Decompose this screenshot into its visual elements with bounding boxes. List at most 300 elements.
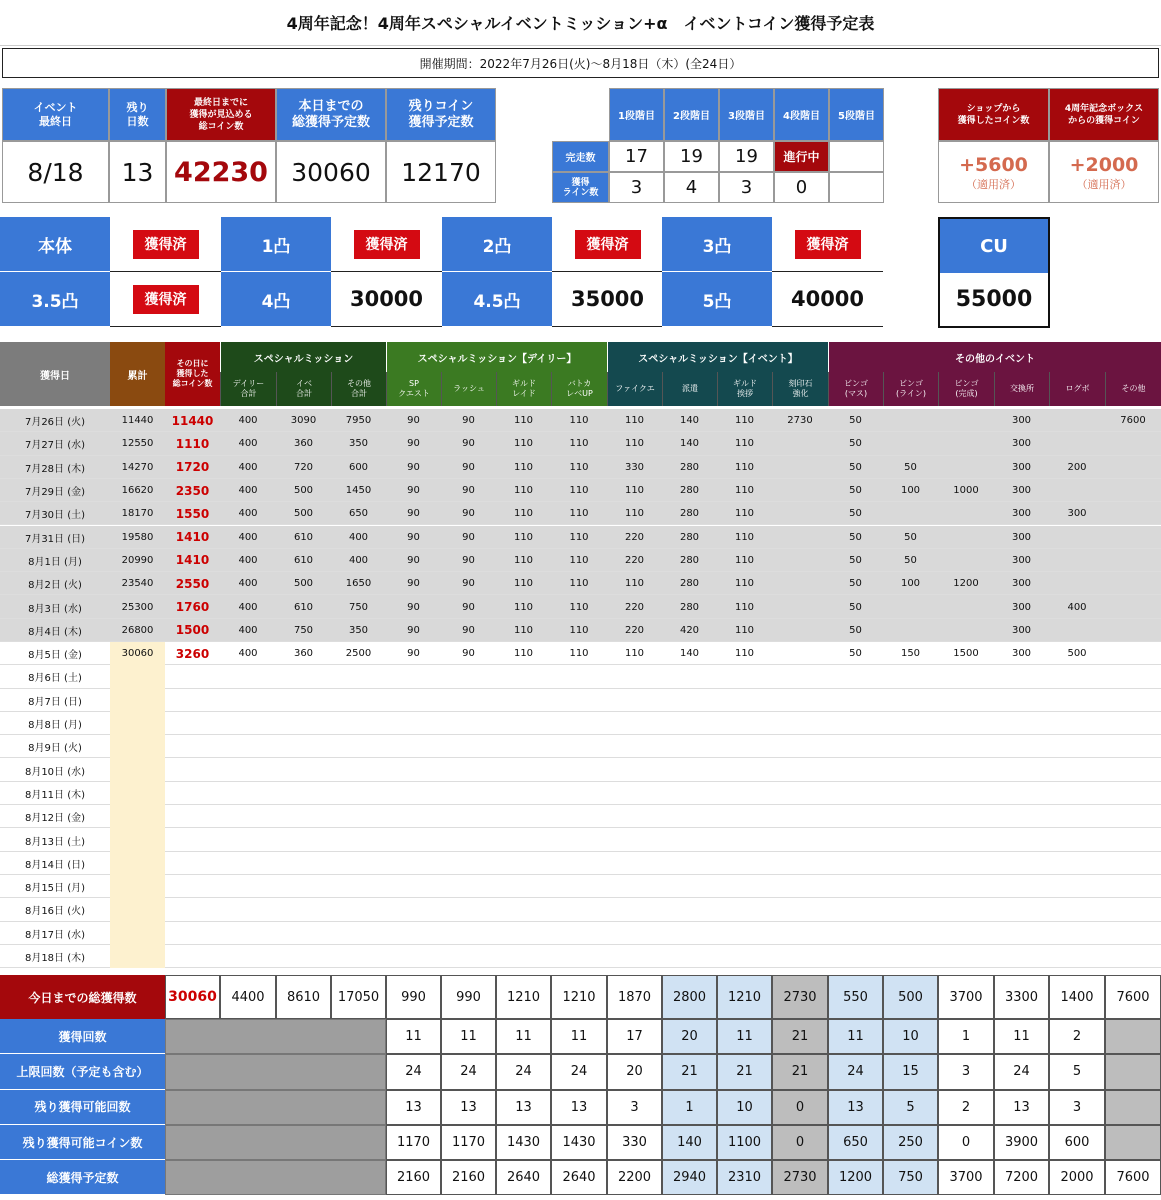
totals-today-9: 2800 [662, 975, 717, 1019]
totals-cell-1-11: 24 [994, 1054, 1049, 1089]
cell-14: 50 [849, 485, 862, 497]
event-end-label: イベント 最終日 [2, 88, 109, 141]
cell-9 [551, 875, 607, 898]
cell-18 [1049, 922, 1105, 945]
cell-18 [1049, 898, 1105, 921]
cell-3 [220, 922, 276, 945]
cell-10: 110 [624, 508, 645, 520]
upgrade-value-5: 30000 [349, 287, 424, 311]
cell-18 [1049, 828, 1105, 851]
totals-cell-3-9: 250 [883, 1125, 938, 1160]
cell-0: 8月1日 (月) [28, 556, 82, 568]
cell-12 [717, 782, 772, 805]
totals-cell-4-1: 2160 [441, 1160, 496, 1195]
totals-cell-3-11: 3900 [994, 1125, 1049, 1160]
cell-0: 7月30日 (土) [24, 510, 86, 522]
cell-15 [883, 409, 938, 432]
col-header-0: 獲得日 [0, 342, 110, 406]
expected-total-value: 42230 [166, 141, 276, 203]
cell-10 [607, 782, 662, 805]
cell-2: 11440 [171, 413, 214, 428]
totals-cell-4-6: 2310 [717, 1160, 772, 1195]
cell-7 [441, 945, 496, 968]
cell-19 [1105, 526, 1161, 549]
cell-19: 7600 [1120, 415, 1146, 427]
cell-19 [1105, 572, 1161, 595]
totals-cell-0-8: 11 [828, 1019, 883, 1054]
cell-6: 90 [407, 461, 420, 473]
cell-3 [220, 945, 276, 968]
cell-15: 100 [900, 485, 921, 497]
stage-header-5: 5段階目 [829, 88, 884, 141]
upgrade-stamp-3: 獲得済 [795, 230, 861, 259]
cell-7: 90 [462, 438, 475, 450]
table-row [0, 502, 1161, 525]
totals-cell-2-0: 13 [386, 1090, 441, 1125]
totals-cell-2-11: 13 [994, 1090, 1049, 1125]
cell-13 [772, 479, 828, 502]
cell-7 [441, 759, 496, 782]
cell-1 [110, 945, 165, 968]
table-row [0, 828, 1161, 851]
cell-18 [1049, 572, 1105, 595]
cell-6: 90 [407, 415, 420, 427]
upgrade-cell-1 [331, 217, 442, 272]
cell-12 [717, 852, 772, 875]
cell-2: 2350 [175, 483, 210, 498]
table-row [0, 922, 1161, 945]
cell-1: 20990 [121, 554, 154, 566]
cell-9: 110 [569, 508, 589, 520]
cell-0: 8月15日 (月) [24, 883, 86, 895]
cell-13 [772, 805, 828, 828]
totals-cell-1-5: 21 [662, 1054, 717, 1089]
upgrade-label-5: 4凸 [221, 272, 331, 327]
cell-18 [1049, 689, 1105, 712]
cell-6 [386, 922, 441, 945]
cell-2 [165, 898, 220, 921]
cell-10 [607, 712, 662, 735]
totals-cell-0-5: 20 [662, 1019, 717, 1054]
cell-17 [994, 852, 1049, 875]
cell-16: 1000 [953, 485, 979, 497]
totals-cell-1-6: 21 [717, 1054, 772, 1089]
shop-coins-cell [938, 141, 1049, 203]
cell-7 [441, 828, 496, 851]
cell-18 [1049, 432, 1105, 455]
group-header-3: その他のイベント [828, 342, 1161, 372]
cell-1: 12550 [121, 438, 154, 450]
cell-5: 2500 [345, 648, 372, 660]
cell-7 [441, 689, 496, 712]
cell-6 [386, 759, 441, 782]
cell-8: 110 [513, 648, 534, 660]
totals-cell-2-6: 10 [717, 1090, 772, 1125]
cell-13 [772, 922, 828, 945]
cell-7: 90 [462, 624, 475, 636]
totals-cell-2-2: 13 [496, 1090, 551, 1125]
cell-8: 110 [513, 508, 534, 520]
cell-4 [276, 805, 331, 828]
col-header-2: その日に 獲得した 総コイン数 [165, 342, 220, 406]
cell-12: 110 [734, 531, 755, 543]
cell-8: 110 [513, 415, 534, 427]
cell-17: 300 [1011, 601, 1032, 613]
cell-5 [331, 759, 386, 782]
cell-12 [717, 689, 772, 712]
cell-16 [938, 502, 994, 525]
cell-5: 1650 [345, 578, 372, 590]
cell-6: 90 [407, 648, 420, 660]
cu-label: CU [940, 219, 1048, 273]
cell-15 [883, 432, 938, 455]
cell-2 [165, 712, 220, 735]
stage-complete-2: 19 [664, 141, 719, 172]
cell-5: 750 [348, 601, 369, 613]
cell-16: 1200 [953, 578, 979, 590]
cell-11: 280 [679, 578, 700, 590]
totals-today-5: 990 [441, 975, 496, 1019]
cell-10 [607, 922, 662, 945]
totals-cell-4-10: 3700 [938, 1160, 994, 1195]
cell-1: 23540 [121, 578, 154, 590]
totals-row-gray-4 [165, 1160, 386, 1195]
cell-5: 400 [348, 554, 369, 566]
cell-10 [607, 665, 662, 688]
cell-16 [938, 595, 994, 618]
cell-2 [165, 759, 220, 782]
totals-cell-3-7: 0 [772, 1125, 828, 1160]
table-row [0, 665, 1161, 688]
cell-0: 7月31日 (日) [24, 533, 86, 545]
cell-12: 110 [734, 508, 755, 520]
cell-15 [883, 502, 938, 525]
cell-2: 1410 [175, 530, 210, 545]
cell-17: 300 [1011, 508, 1032, 520]
box-coins-value: +2000 [1069, 154, 1139, 176]
totals-today-0: 30060 [165, 975, 220, 1019]
totals-today-1: 4400 [220, 975, 276, 1019]
cell-8: 110 [513, 554, 534, 566]
cell-8 [496, 945, 551, 968]
cell-18 [1049, 852, 1105, 875]
totals-cell-2-10: 2 [938, 1090, 994, 1125]
cell-3 [220, 759, 276, 782]
cell-16 [938, 875, 994, 898]
totals-today-13: 500 [883, 975, 938, 1019]
col-header-12: ギルド 挨拶 [717, 372, 772, 406]
totals-cell-1-13 [1105, 1054, 1161, 1089]
stage-lines-2: 4 [664, 172, 719, 203]
cell-17 [994, 735, 1049, 758]
days-left-value: 13 [109, 141, 166, 203]
cell-3 [220, 852, 276, 875]
cell-5 [331, 805, 386, 828]
cell-8 [496, 712, 551, 735]
cell-11 [662, 712, 717, 735]
col-header-15: ビンゴ (ライン) [883, 372, 938, 406]
cell-19 [1105, 782, 1161, 805]
cell-13 [772, 572, 828, 595]
cell-1: 25300 [121, 601, 154, 613]
box-coins-label: 4周年記念ボックス からの獲得コイン [1049, 88, 1159, 141]
remaining-label: 残りコイン 獲得予定数 [386, 88, 496, 141]
cell-4 [276, 828, 331, 851]
totals-today-11: 2730 [772, 975, 828, 1019]
totals-cell-0-12: 2 [1049, 1019, 1105, 1054]
cell-7 [441, 782, 496, 805]
cell-8: 110 [513, 485, 534, 497]
cell-13 [772, 642, 828, 665]
event-end-value: 8/18 [2, 141, 109, 203]
cell-5 [331, 782, 386, 805]
cell-12: 110 [734, 485, 755, 497]
cell-8 [496, 922, 551, 945]
cell-4 [276, 735, 331, 758]
cell-19 [1105, 689, 1161, 712]
totals-cell-4-5: 2940 [662, 1160, 717, 1195]
totals-cell-1-12: 5 [1049, 1054, 1105, 1089]
totals-cell-1-2: 24 [496, 1054, 551, 1089]
cell-11 [662, 689, 717, 712]
table-row [0, 689, 1161, 712]
cell-13 [772, 502, 828, 525]
totals-today-12: 550 [828, 975, 883, 1019]
cell-10: 330 [624, 461, 645, 473]
cell-9: 110 [569, 624, 589, 636]
cell-12: 110 [734, 624, 755, 636]
cell-19 [1105, 712, 1161, 735]
upgrade-cell-6 [552, 272, 663, 327]
cell-17 [994, 665, 1049, 688]
cell-12: 110 [734, 461, 755, 473]
stage-complete-5 [829, 141, 884, 172]
cell-11: 140 [679, 415, 700, 427]
cell-5: 350 [348, 624, 369, 636]
totals-cell-3-13 [1105, 1125, 1161, 1160]
cell-1 [110, 922, 165, 945]
stage-row2-label: 獲得 ライン数 [552, 172, 609, 203]
totals-row-label-2: 残り獲得可能回数 [0, 1090, 165, 1125]
totals-cell-0-6: 11 [717, 1019, 772, 1054]
cell-5: 1450 [345, 485, 372, 497]
cell-8: 110 [513, 578, 534, 590]
cell-11 [662, 945, 717, 968]
cell-14 [828, 922, 883, 945]
cell-17 [994, 898, 1049, 921]
cell-13 [772, 782, 828, 805]
cell-2 [165, 875, 220, 898]
group-header-0: スペシャルミッション [220, 342, 386, 372]
totals-cell-2-5: 1 [662, 1090, 717, 1125]
cell-2 [165, 852, 220, 875]
cell-7 [441, 735, 496, 758]
cell-4 [276, 875, 331, 898]
cell-7 [441, 852, 496, 875]
cell-6 [386, 875, 441, 898]
totals-today-2: 8610 [276, 975, 331, 1019]
cell-12: 110 [734, 578, 755, 590]
cell-11 [662, 875, 717, 898]
cell-9 [551, 712, 607, 735]
cell-16 [938, 665, 994, 688]
cell-9 [551, 665, 607, 688]
col-header-18: ログボ [1049, 372, 1105, 406]
upgrade-cell-4 [110, 272, 221, 327]
totals-cell-0-10: 1 [938, 1019, 994, 1054]
stage-header-2: 2段階目 [664, 88, 719, 141]
cell-17: 300 [1011, 415, 1032, 427]
cell-5 [331, 712, 386, 735]
cell-15 [883, 665, 938, 688]
cell-3: 400 [238, 554, 258, 566]
cell-0: 7月29日 (金) [24, 487, 86, 499]
cell-10 [607, 759, 662, 782]
table-row [0, 642, 1161, 665]
cell-13: 2730 [787, 415, 813, 427]
cell-8 [496, 805, 551, 828]
cell-2: 1110 [175, 436, 210, 451]
cell-14: 50 [849, 438, 862, 450]
upgrade-value-6: 35000 [570, 287, 645, 311]
cell-12 [717, 805, 772, 828]
totals-cell-0-1: 11 [441, 1019, 496, 1054]
cell-0: 7月28日 (木) [24, 463, 86, 475]
cell-17: 300 [1011, 554, 1032, 566]
cell-14: 50 [849, 624, 862, 636]
cell-12 [717, 759, 772, 782]
cell-0: 8月11日 (木) [24, 789, 86, 801]
cell-14 [828, 945, 883, 968]
cell-3 [220, 805, 276, 828]
cell-16 [938, 432, 994, 455]
totals-row-gray-0 [165, 1019, 386, 1054]
cell-11 [662, 922, 717, 945]
cell-5 [331, 665, 386, 688]
cell-19 [1105, 922, 1161, 945]
cell-3: 400 [238, 508, 258, 520]
cell-0: 8月2日 (火) [28, 580, 82, 592]
cell-5: 7950 [345, 415, 372, 427]
cell-15 [883, 922, 938, 945]
cell-19 [1105, 432, 1161, 455]
cell-3: 400 [238, 415, 258, 427]
cell-9 [551, 735, 607, 758]
table-row [0, 526, 1161, 549]
cell-3 [220, 782, 276, 805]
stage-lines-3: 3 [719, 172, 774, 203]
totals-cell-2-4: 3 [607, 1090, 662, 1125]
cell-12 [717, 922, 772, 945]
cell-13 [772, 595, 828, 618]
col-header-3: デイリー 合計 [220, 372, 276, 406]
table-row [0, 432, 1161, 455]
cell-9: 110 [569, 554, 589, 566]
totals-cell-0-7: 21 [772, 1019, 828, 1054]
col-header-1: 累計 [110, 342, 165, 406]
cell-15 [883, 898, 938, 921]
col-header-5: その他 合計 [331, 372, 386, 406]
cell-10: 220 [624, 554, 645, 566]
cell-18 [1049, 479, 1105, 502]
cell-15 [883, 805, 938, 828]
cell-12 [717, 875, 772, 898]
cell-15 [883, 619, 938, 642]
cell-4: 360 [293, 648, 314, 660]
cell-19 [1105, 852, 1161, 875]
cell-2 [165, 782, 220, 805]
cell-4: 610 [293, 601, 314, 613]
upgrade-stamp-2: 獲得済 [575, 230, 641, 259]
totals-cell-2-1: 13 [441, 1090, 496, 1125]
cell-11: 280 [679, 508, 700, 520]
cell-18 [1049, 665, 1105, 688]
cell-5 [331, 828, 386, 851]
totals-row-label-3: 残り獲得可能コイン数 [0, 1125, 165, 1160]
cell-2: 1500 [175, 623, 210, 638]
cell-17: 300 [1011, 485, 1032, 497]
cell-6: 90 [407, 578, 420, 590]
cell-0: 7月26日 (火) [24, 417, 86, 429]
cell-18 [1049, 619, 1105, 642]
cell-1: 26800 [121, 624, 154, 636]
upgrade-label-3: 3凸 [662, 217, 772, 272]
cell-5: 350 [348, 438, 369, 450]
cell-8 [496, 898, 551, 921]
cell-19 [1105, 875, 1161, 898]
cell-9: 110 [569, 415, 589, 427]
cell-4 [276, 712, 331, 735]
cell-14: 50 [849, 461, 862, 473]
cell-2 [165, 922, 220, 945]
cell-14 [828, 875, 883, 898]
cell-2: 2550 [175, 576, 210, 591]
totals-cell-1-9: 15 [883, 1054, 938, 1089]
cell-3: 400 [238, 601, 258, 613]
cell-18: 200 [1067, 461, 1087, 473]
cell-6 [386, 782, 441, 805]
cell-7: 90 [462, 648, 475, 660]
cell-4: 360 [293, 438, 314, 450]
cell-13 [772, 619, 828, 642]
cell-19 [1105, 619, 1161, 642]
cell-3 [220, 875, 276, 898]
cell-17: 300 [1011, 578, 1032, 590]
cell-8 [496, 782, 551, 805]
cell-15 [883, 782, 938, 805]
col-header-6: SP クエスト [386, 372, 441, 406]
cell-12: 110 [734, 438, 755, 450]
cell-19 [1105, 828, 1161, 851]
cell-2: 1720 [175, 460, 210, 475]
cell-8: 110 [513, 461, 534, 473]
cell-4: 3090 [290, 415, 317, 427]
cell-19 [1105, 735, 1161, 758]
cell-4 [276, 898, 331, 921]
cell-17: 300 [1011, 648, 1032, 660]
cell-4 [276, 922, 331, 945]
cell-11: 140 [679, 648, 700, 660]
cell-14 [828, 689, 883, 712]
cell-8: 110 [513, 531, 534, 543]
cell-10: 110 [624, 578, 645, 590]
shop-coins-note: （適用済） [966, 178, 1021, 191]
col-header-10: ファイクエ [607, 372, 662, 406]
cell-18 [1049, 875, 1105, 898]
cell-17 [994, 689, 1049, 712]
table-row [0, 456, 1161, 479]
cell-17 [994, 759, 1049, 782]
